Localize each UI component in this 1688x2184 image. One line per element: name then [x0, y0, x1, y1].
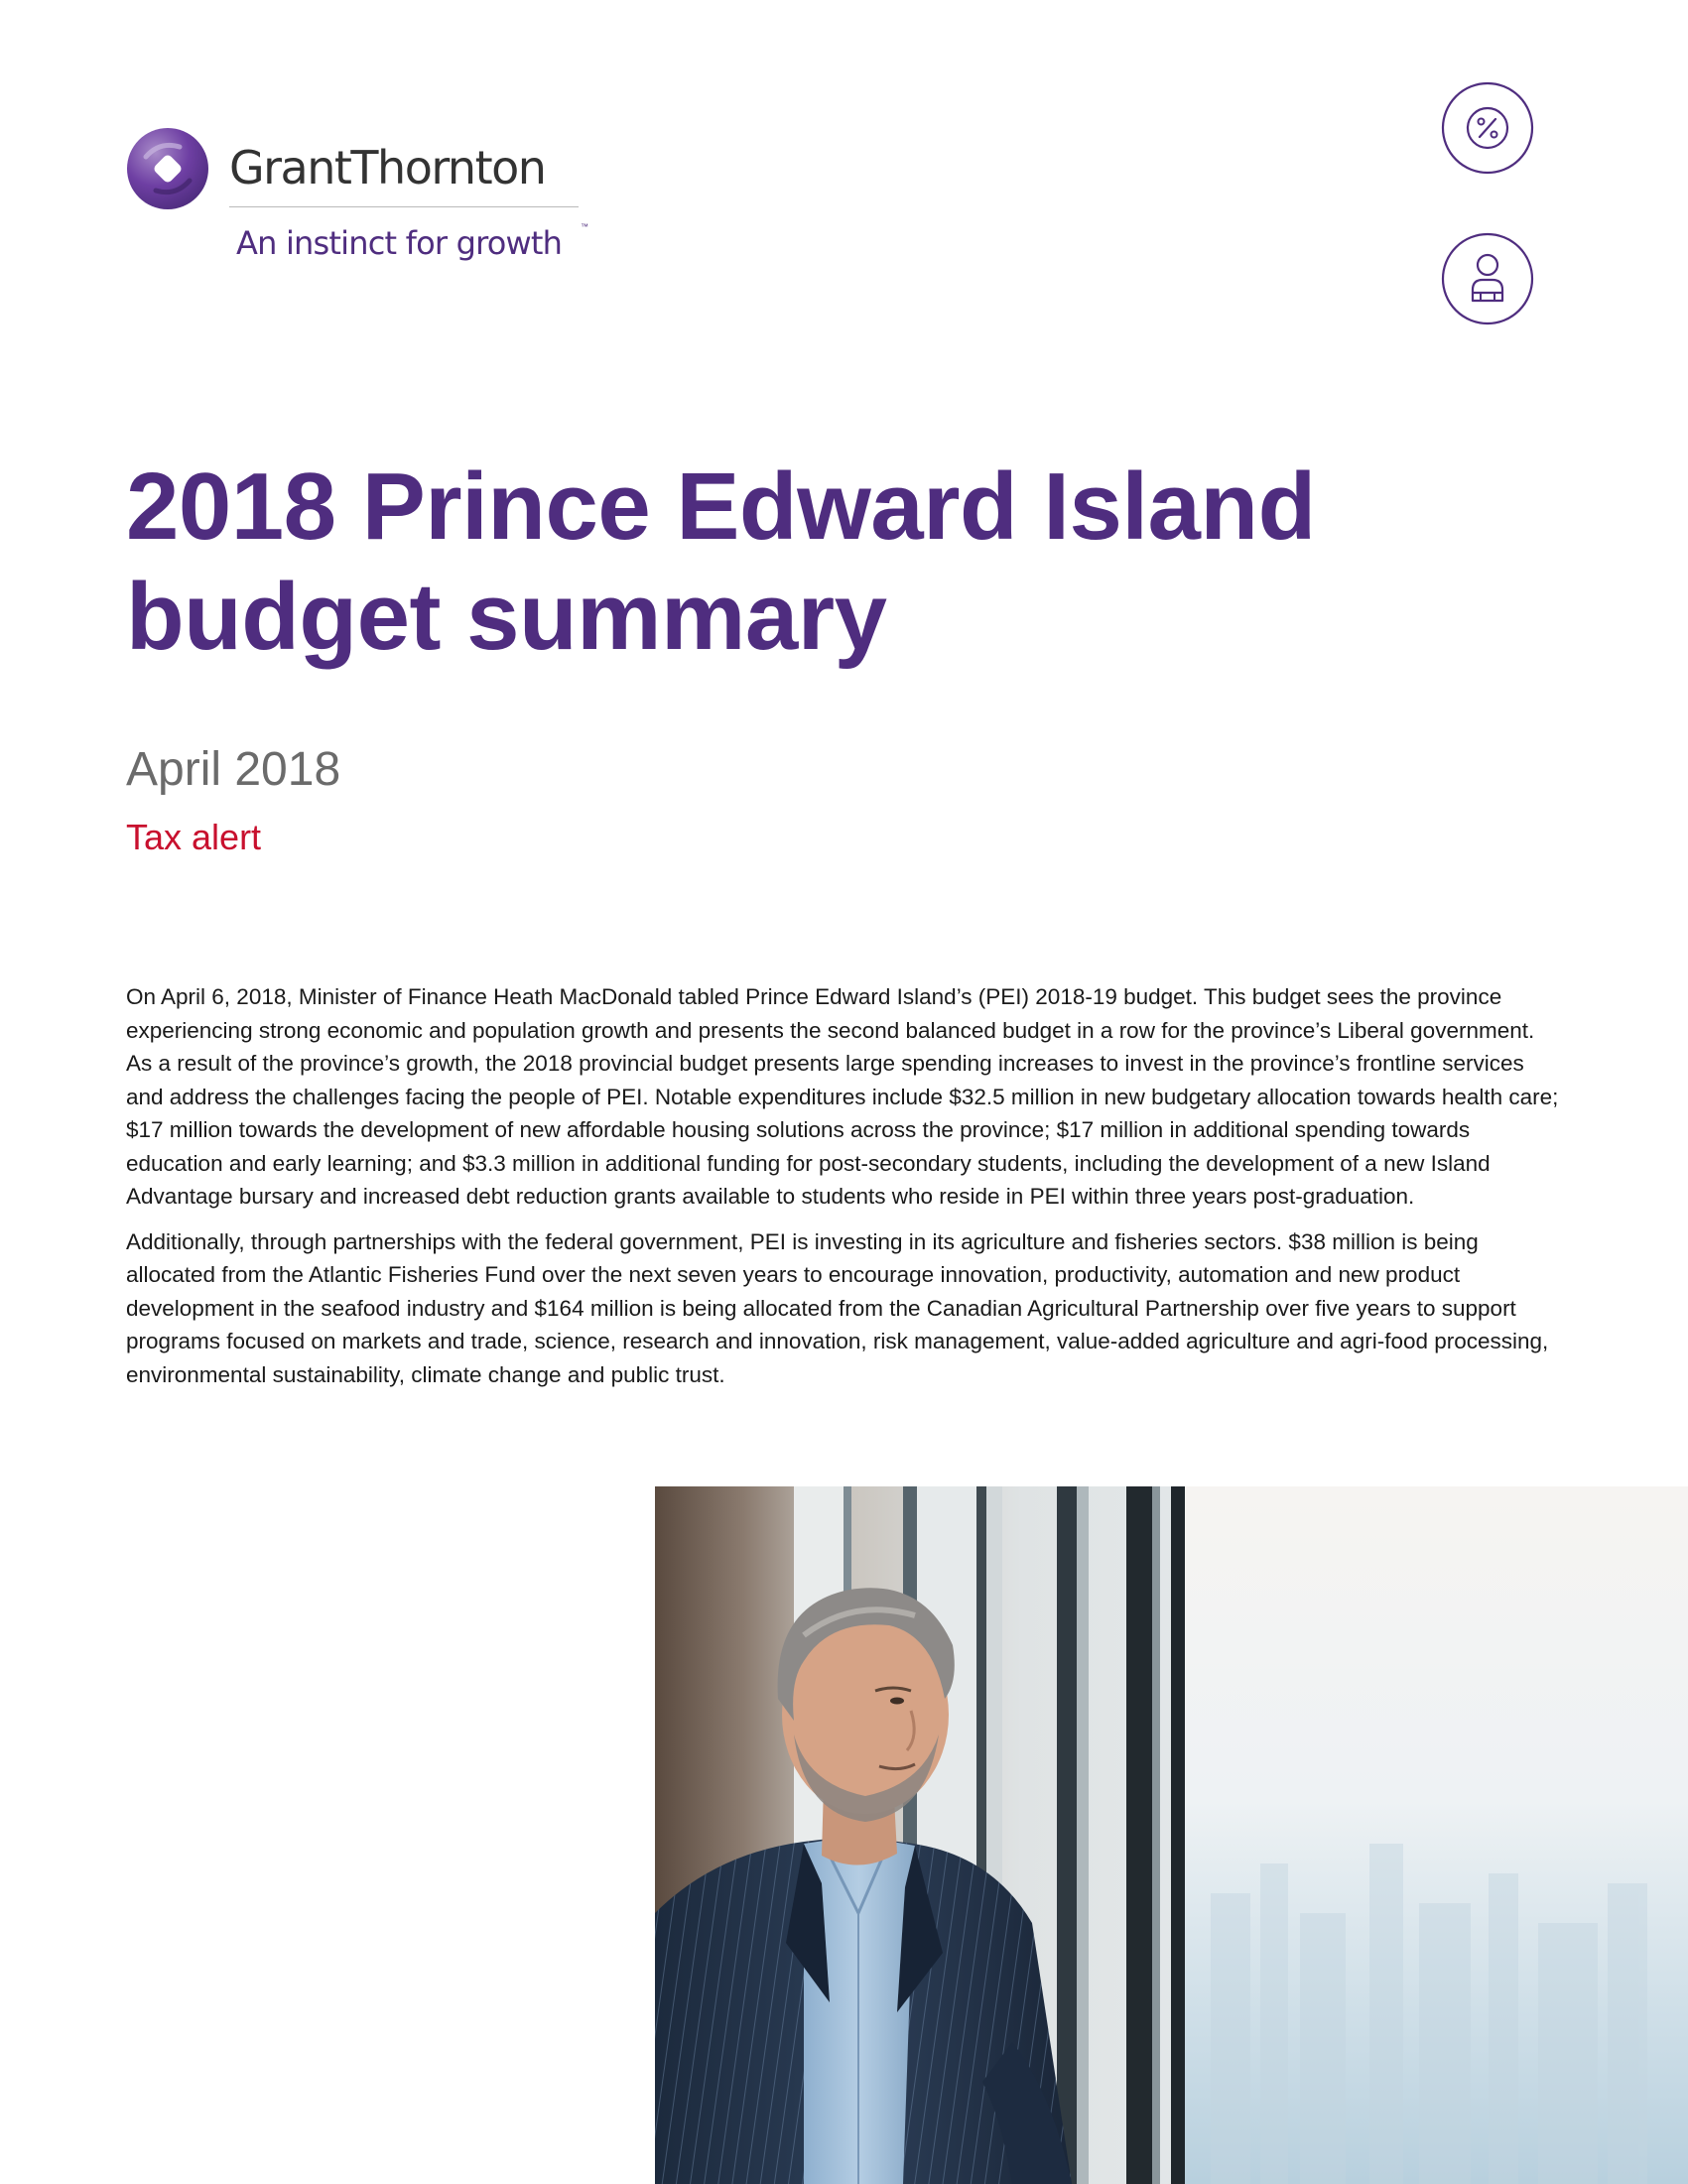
grant-thornton-logo-mark-icon — [126, 127, 209, 210]
publication-date: April 2018 — [126, 743, 341, 796]
cover-photo — [655, 1486, 1688, 2184]
logo-company-name: GrantThornton — [229, 141, 546, 194]
body-text — [126, 980, 1565, 1403]
document-title-line-1: 2018 Prince Edward Island — [126, 453, 1316, 560]
document-title — [126, 451, 1316, 672]
paragraph-2: Additionally, through partnerships with the federal government, PEI is investing in its agriculture and fisheries sectors. $38 million is being allocated from the Atlantic Fisheries Fund over the next seven years to encourage innovation, productivity, automation and new product development in the seafood industry and $164 million is being allocated from the Canadian Agricultural Partnership over five years to support programs focused on markets and trade, science, research and innovation, risk management, value-added agriculture and agri-food processing, environmental sustainability, climate change and public trust. — [126, 1228, 1549, 1387]
logo-tagline: An instinct for growth — [236, 224, 563, 262]
logo-divider — [229, 206, 579, 207]
person-icon — [1441, 232, 1534, 325]
company-logo — [126, 127, 592, 266]
document-title-line-2: budget summary — [126, 564, 887, 670]
trademark-symbol: ™ — [581, 222, 588, 231]
document-category: Tax alert — [126, 817, 262, 857]
businessman-window-photo-icon — [655, 1486, 1688, 2184]
paragraph-1: On April 6, 2018, Minister of Finance Heath MacDonald tabled Prince Edward Island’s (PEI) 2018-19 budget. This budget sees the province experiencing strong economic and population growth and presents the second balanced budget in a row for the province’s Liberal government. As a result of the province’s growth, the 2018 provincial budget presents large spending increases to invest in the province’s frontline services and address the challenges facing the people of PEI. Notable expenditures include $32.5 million in new budgetary allocation towards health care; $17 million towards the development of new affordable housing solutions across the province; $17 million in additional spending towards education and early learning; and $3.3 million in additional funding for post-secondary students, including the development of a new Island Advantage bursary and increased debt reduction grants available to students who reside in PEI within three years post-graduation. — [126, 984, 1559, 1209]
percent-icon — [1441, 81, 1534, 175]
